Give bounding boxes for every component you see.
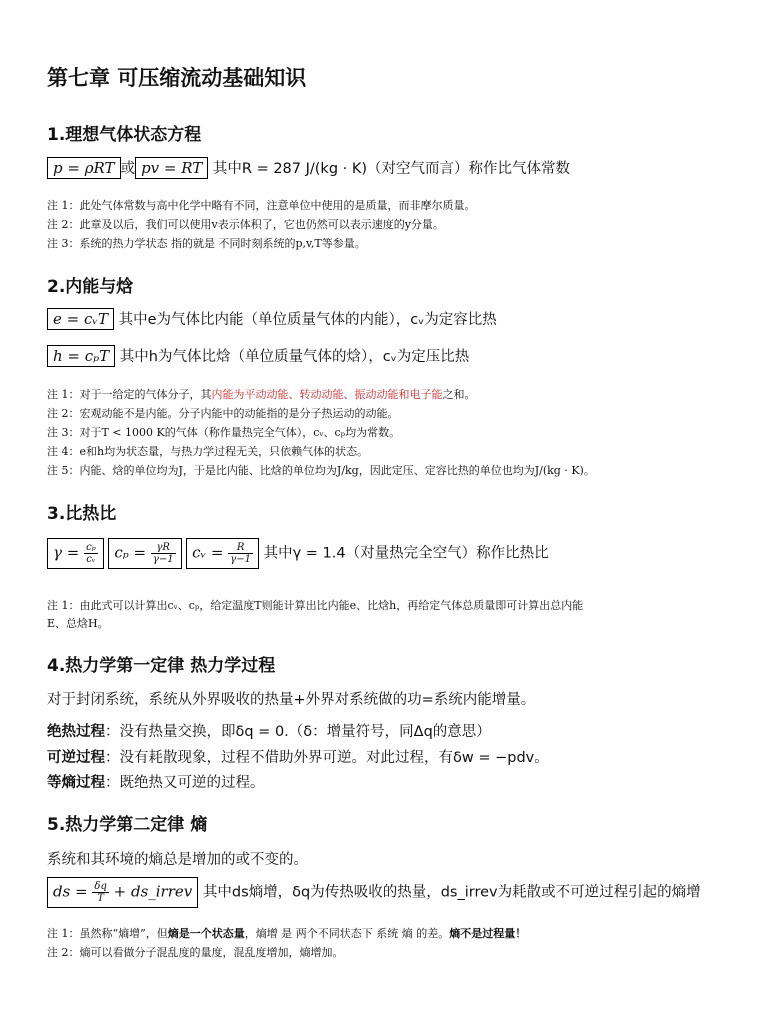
s5-eq-line xyxy=(47,877,701,908)
eq-box-ideal-gas-specific: pv = RT xyxy=(135,157,208,179)
s2-note-4: 注 4：e和h均为状态量，与热力学过程无关，只依赖气体的状态。 xyxy=(47,445,369,458)
entropy-lhs: ds = xyxy=(53,882,88,901)
s2-note-1-c: 之和。 xyxy=(442,388,476,401)
s3-description: 其中γ = 1.4（对量热完全空气）称作比热比 xyxy=(263,545,549,562)
s3-note-1-cont: E、总焓H。 xyxy=(47,617,109,630)
eq-box-entropy xyxy=(47,877,198,908)
eq-box-internal-energy: e = cᵥT xyxy=(47,308,114,330)
s1-description: 其中R = 287 J/(kg · K)（对空气而言）称作比气体常数 xyxy=(208,161,571,177)
section-3-heading: 3.比热比 xyxy=(47,504,117,524)
or-text: 或 xyxy=(120,161,136,177)
s2-desc-2: 其中h为气体比焓（单位质量气体的焓），cᵥ为定压比热 xyxy=(115,349,470,365)
s4-intro: 对于封闭系统，系统从外界吸收的热量+外界对系统做的功=系统内能增量。 xyxy=(47,692,536,708)
cp-fraction xyxy=(151,542,176,565)
adiabatic-label: 绝热过程 xyxy=(47,724,105,740)
eq-box-gamma xyxy=(47,538,104,569)
page-title: 第七章 可压缩流动基础知识 xyxy=(47,66,307,90)
s3-eq-line xyxy=(47,538,549,569)
s2-note-5: 注 5：内能、焓的单位均为J，于是比内能、比焓的单位均为J/kg，因此定压、定容比热的单位也均为J/(kg · K)。 xyxy=(47,464,595,477)
s5-note-1-bold-2: 熵不是过程量！ xyxy=(449,927,527,940)
s4-isentropic-line xyxy=(47,771,265,792)
isentropic-label: 等熵过程 xyxy=(47,775,105,791)
gamma-denominator: cᵥ xyxy=(86,554,96,565)
entropy-denominator: T xyxy=(97,893,104,904)
reversible-label: 可逆过程 xyxy=(47,750,105,766)
s1-note-1: 注 1：此处气体常数与高中化学中略有不同，注意单位中使用的是质量，而非摩尔质量。 xyxy=(47,199,476,212)
s5-note-1 xyxy=(47,925,526,941)
s4-reversible-line xyxy=(47,746,549,767)
section-4-heading: 4.热力学第一定律 热力学过程 xyxy=(47,656,276,676)
eq-box-ideal-gas: p = ρRT xyxy=(47,157,121,179)
section-1-heading: 1.理想气体状态方程 xyxy=(47,125,202,145)
s2-eq-line-1 xyxy=(47,308,497,330)
s2-note-3: 注 3：对于T < 1000 K的气体（称作量热完全气体），cᵥ、cₚ均为常数。 xyxy=(47,426,401,439)
s5-note-1-a: 注 1：虽然称“熵增”，但 xyxy=(47,927,168,940)
adiabatic-text: ：没有热量交换，即δq = 0.（δ：增量符号，同Δq的意思） xyxy=(105,724,491,740)
entropy-fraction xyxy=(92,881,108,904)
cv-fraction xyxy=(228,542,253,565)
s4-adiabatic-line xyxy=(47,720,491,741)
gamma-lhs: γ = xyxy=(53,543,80,562)
cv-lhs: cᵥ = xyxy=(192,543,224,562)
s1-equation-line xyxy=(47,157,570,179)
cv-denominator: γ−1 xyxy=(230,554,251,565)
gamma-fraction xyxy=(84,542,98,565)
s2-note-1 xyxy=(47,386,476,402)
gamma-numerator: cₚ xyxy=(86,542,96,553)
entropy-rhs: + ds_irrev xyxy=(113,882,193,901)
s1-note-2: 注 2：此章及以后，我们可以使用v表示体积了，它也仍然可以表示速度的y分量。 xyxy=(47,218,444,231)
s5-note-1-bold: 熵是一个状态量 xyxy=(167,927,245,940)
s3-note-1: 注 1：由此式可以计算出cᵥ、cₚ，给定温度T则能计算出比内能e、比焓h，再给定气体总质量即可计算出总内能 xyxy=(47,599,584,612)
cp-lhs: cₚ = xyxy=(114,543,147,562)
cv-numerator: R xyxy=(228,542,253,554)
s5-note-1-c: ，熵增 是 两个不同状态下 系统 熵 的差。 xyxy=(244,927,450,940)
s5-description: 其中ds熵增，δq为传热吸收的热量，ds_irrev为耗散或不可逆过程引起的熵增 xyxy=(198,884,701,901)
eq-box-cv xyxy=(186,538,259,569)
section-5-heading: 5.热力学第二定律 熵 xyxy=(47,815,208,835)
isentropic-text: ：既绝热又可逆的过程。 xyxy=(105,775,265,791)
reversible-text: ：没有耗散现象，过程不借助外界可逆。对此过程，有δw = −pdv。 xyxy=(105,750,549,766)
s2-note-1-a: 注 1：对于一给定的气体分子，其 xyxy=(47,388,212,401)
s2-desc-1: 其中e为气体比内能（单位质量气体的内能），cᵥ为定容比热 xyxy=(113,312,497,328)
entropy-numerator: δq xyxy=(94,881,107,892)
eq-box-enthalpy: h = cₚT xyxy=(47,345,115,367)
s2-note-2: 注 2：宏观动能不是内能。分子内能中的动能指的是分子热运动的动能。 xyxy=(47,407,399,420)
s2-note-1-highlight: 内能为平动动能、转动动能、振动动能和电子能 xyxy=(211,388,443,401)
cp-denominator: γ−1 xyxy=(152,554,174,565)
s5-intro: 系统和其环境的熵总是增加的或不变的。 xyxy=(47,852,308,868)
s5-note-2: 注 2：熵可以看做分子混乱度的量度，混乱度增加，熵增加。 xyxy=(47,946,344,959)
cp-numerator: γR xyxy=(151,542,176,554)
eq-box-cp xyxy=(108,538,181,569)
s2-eq-line-2 xyxy=(47,345,469,367)
section-2-heading: 2.内能与焓 xyxy=(47,277,134,297)
s1-note-3: 注 3：系统的热力学状态 指的就是 不同时刻系统的p,v,T等参量。 xyxy=(47,237,366,250)
